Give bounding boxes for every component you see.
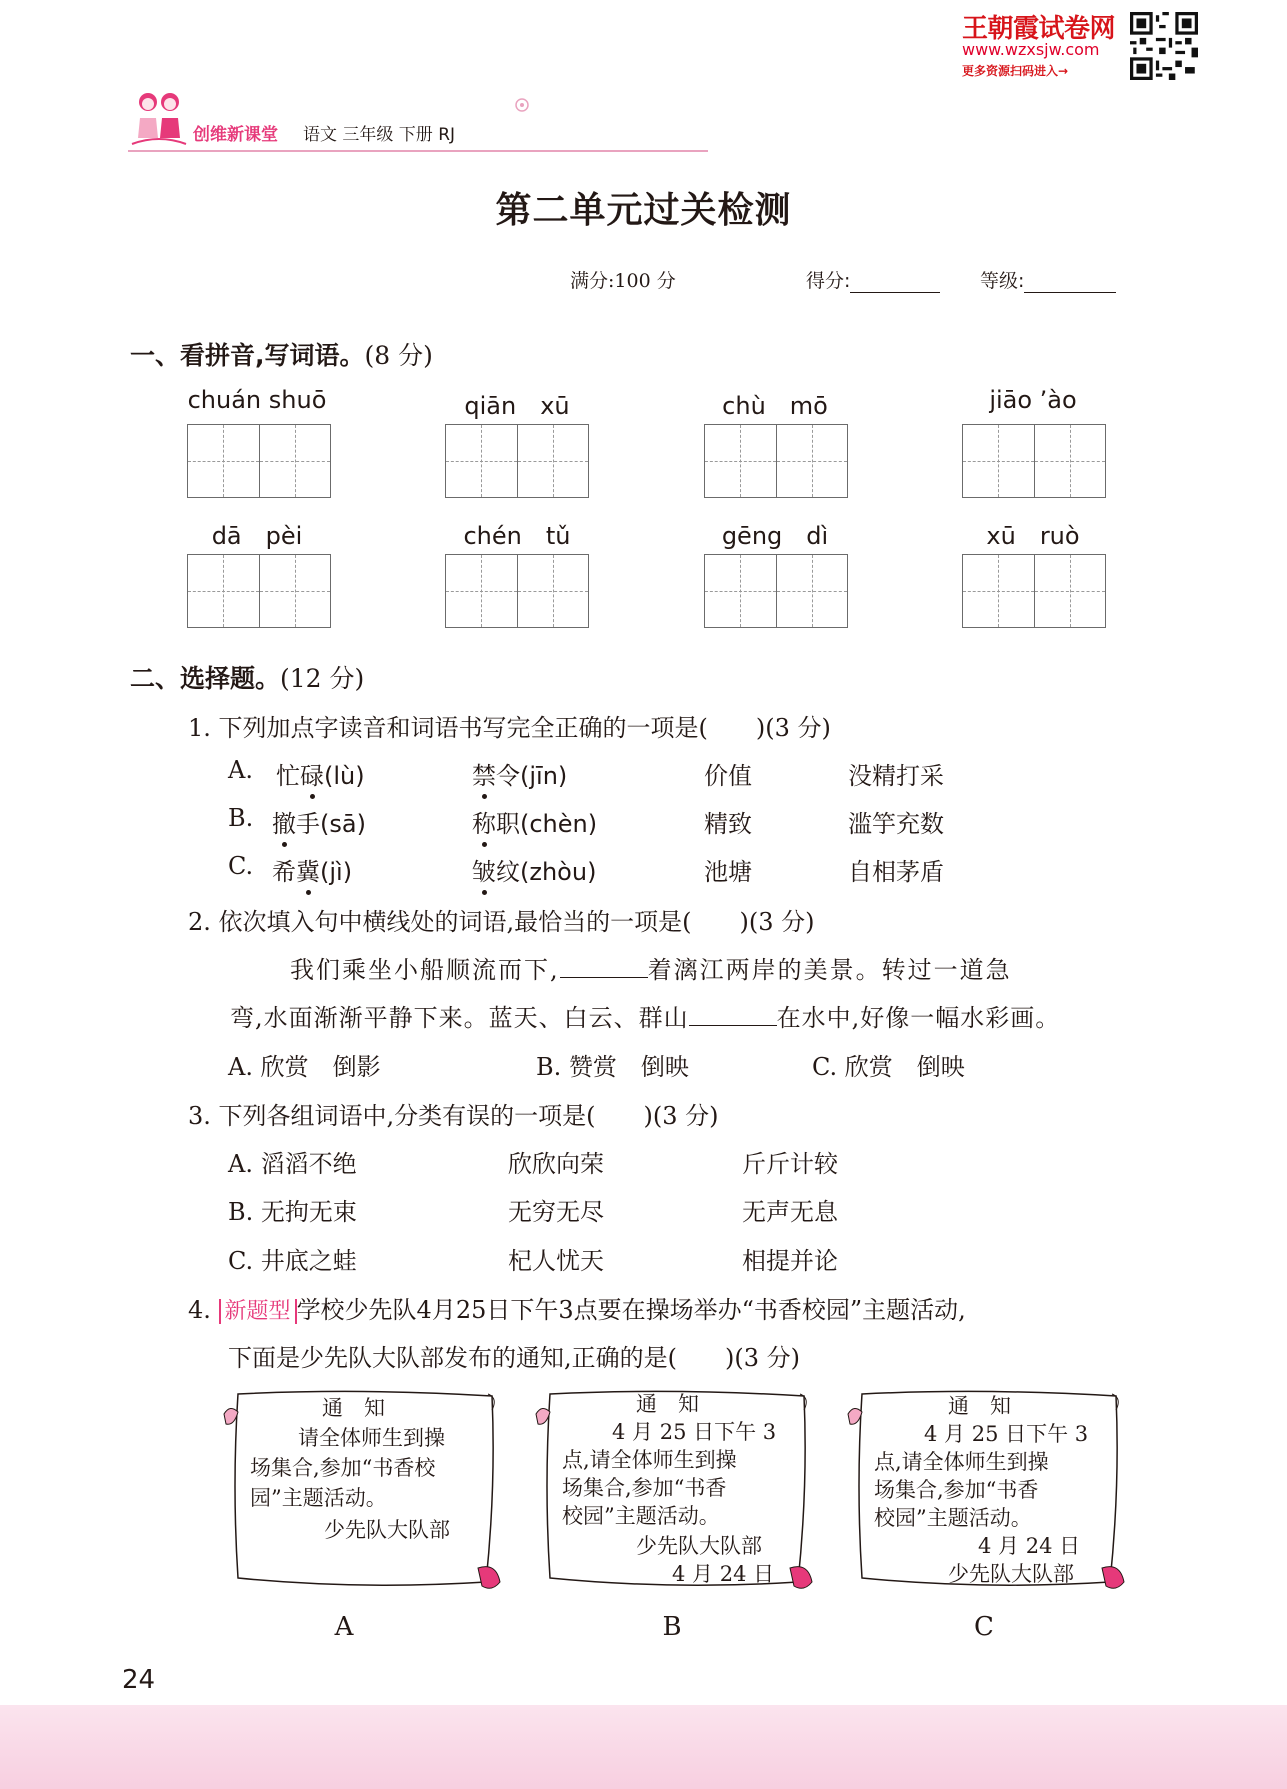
- q1-option-b-word2: 称职(chèn): [472, 810, 598, 838]
- q3-option-c-group2: 杞人忧天: [508, 1247, 604, 1275]
- q1-option-a-label: A.: [228, 756, 253, 784]
- notice-a[interactable]: 通 知 请全体师生到操 场集合,参加“书香校 园”主题活动。 少先队大队部: [220, 1386, 502, 1596]
- header-divider: [128, 150, 708, 152]
- q1-option-b-word3: 精致: [704, 810, 752, 838]
- footer-band: [0, 1705, 1287, 1789]
- score-field[interactable]: [806, 266, 940, 293]
- q1-option-b-label: B.: [228, 804, 254, 832]
- q2-blank-1[interactable]: [560, 954, 648, 978]
- q1-option-c-word2: 皱纹(zhòu): [472, 858, 597, 886]
- notice-c-letter: C: [974, 1612, 994, 1642]
- q3-option-b-group3: 无声无息: [742, 1198, 838, 1226]
- flower-deco-icon: [510, 94, 534, 116]
- writing-grid-1[interactable]: [187, 424, 331, 498]
- q3-option-a-group3: 斤斤计较: [742, 1150, 838, 1178]
- question-2-stem: 2. 依次填入句中横线处的词语,最恰当的一项是( )(3 分): [188, 908, 815, 936]
- q2-option-b: B. 赞赏 倒映: [536, 1053, 689, 1081]
- pinyin-5: dā pèi: [211, 522, 303, 550]
- q2-passage-line1: 我们乘坐小船顺流而下, 着漓江两岸的美景。转过一道急: [290, 956, 1012, 984]
- q1-option-a-word1: 忙碌(lù): [276, 762, 365, 790]
- notice-b-letter: B: [662, 1612, 682, 1642]
- score-blank[interactable]: [850, 271, 940, 293]
- writing-grid-2[interactable]: [445, 424, 589, 498]
- writing-grid-8[interactable]: [962, 554, 1106, 628]
- pinyin-6: chén tǔ: [463, 522, 571, 550]
- score-label: 得分:: [806, 270, 851, 292]
- page-number: 24: [122, 1665, 156, 1695]
- q1-option-a-word2: 禁令(jīn): [472, 762, 568, 790]
- writing-grid-7[interactable]: [704, 554, 848, 628]
- writing-grid-6[interactable]: [445, 554, 589, 628]
- writing-grid-3[interactable]: [704, 424, 848, 498]
- question-4-stem-line1: 4. 新题型 学校少先队4月25日下午3点要在操场举办“书香校园”主题活动,: [188, 1296, 966, 1324]
- q1-option-c-word3: 池塘: [704, 858, 752, 886]
- q1-option-c-word1: 希冀(jì): [272, 858, 353, 886]
- q3-option-b-group2: 无穷无尽: [508, 1198, 604, 1226]
- section2-heading: 二、选择题。(12 分): [130, 664, 365, 693]
- q1-option-c-word4: 自相茅盾: [848, 858, 944, 886]
- brand-name: 王朝霞试卷网: [962, 14, 1116, 44]
- series-name: 创维新课堂: [193, 125, 278, 145]
- q1-option-c-label: C.: [228, 852, 254, 880]
- q3-option-a-group2: 欣欣向荣: [508, 1150, 604, 1178]
- notice-c[interactable]: 通 知 4 月 25 日下午 3 点,请全体师生到操 场集合,参加“书香 校园”主题活动。 4 月 24 日 少先队大队部: [844, 1386, 1126, 1596]
- qr-code-icon[interactable]: [1130, 12, 1198, 80]
- grade-label: 等级:: [980, 270, 1025, 292]
- q2-option-c: C. 欣赏 倒映: [812, 1053, 965, 1081]
- question-4-stem-line2: 下面是少先队大队部发布的通知,正确的是( )(3 分): [228, 1344, 800, 1372]
- question-3-stem: 3. 下列各组词语中,分类有误的一项是( )(3 分): [188, 1102, 719, 1130]
- brand-hint: 更多资源扫码进入→: [962, 64, 1069, 78]
- q3-option-c-group1: C. 井底之蛙: [228, 1247, 357, 1275]
- q1-option-b-word4: 滥竽充数: [848, 810, 944, 838]
- full-score: 满分:100 分: [570, 270, 676, 292]
- writing-grid-4[interactable]: [962, 424, 1106, 498]
- grade-field[interactable]: [980, 266, 1116, 293]
- q1-option-a-word3: 价值: [704, 762, 752, 790]
- q2-blank-2[interactable]: [689, 1002, 777, 1026]
- question-1-stem: 1. 下列加点字读音和词语书写完全正确的一项是( )(3 分): [188, 714, 831, 742]
- q3-option-c-group3: 相提并论: [742, 1247, 838, 1275]
- writing-grid-5[interactable]: [187, 554, 331, 628]
- pinyin-1: chuán shuō: [187, 386, 327, 414]
- q3-option-b-group1: B. 无拘无束: [228, 1198, 357, 1226]
- brand-url[interactable]: www.wzxsjw.com: [962, 40, 1100, 59]
- q3-option-a-group1: A. 滔滔不绝: [228, 1150, 357, 1178]
- pinyin-3: chù mō: [722, 392, 828, 420]
- section1-heading: 一、看拼音,写词语。(8 分): [130, 341, 433, 370]
- q2-passage-line2: 弯,水面渐渐平静下来。蓝天、白云、群山 在水中,好像一幅水彩画。: [230, 1004, 1061, 1032]
- kids-logo-icon: [128, 88, 190, 152]
- pinyin-7: gēng dì: [721, 522, 829, 550]
- notice-b[interactable]: 通 知 4 月 25 日下午 3 点,请全体师生到操 场集合,参加“书香 校园”主题活动。 少先队大队部 4 月 24 日: [532, 1386, 814, 1596]
- notice-a-letter: A: [334, 1612, 354, 1642]
- page-title: 第二单元过关检测: [495, 190, 792, 231]
- grade-blank[interactable]: [1024, 271, 1116, 293]
- new-type-tag: 新题型: [219, 1299, 297, 1324]
- pinyin-2: qiān xū: [464, 392, 570, 420]
- pinyin-4: jiāo ’ào: [989, 386, 1077, 414]
- q1-option-a-word4: 没精打采: [848, 762, 944, 790]
- book-info: 语文 三年级 下册 RJ: [303, 125, 456, 145]
- q1-option-b-word1: 撤手(sā): [272, 810, 366, 838]
- pinyin-8: xū ruò: [986, 522, 1080, 550]
- q2-option-a: A. 欣赏 倒影: [228, 1053, 381, 1081]
